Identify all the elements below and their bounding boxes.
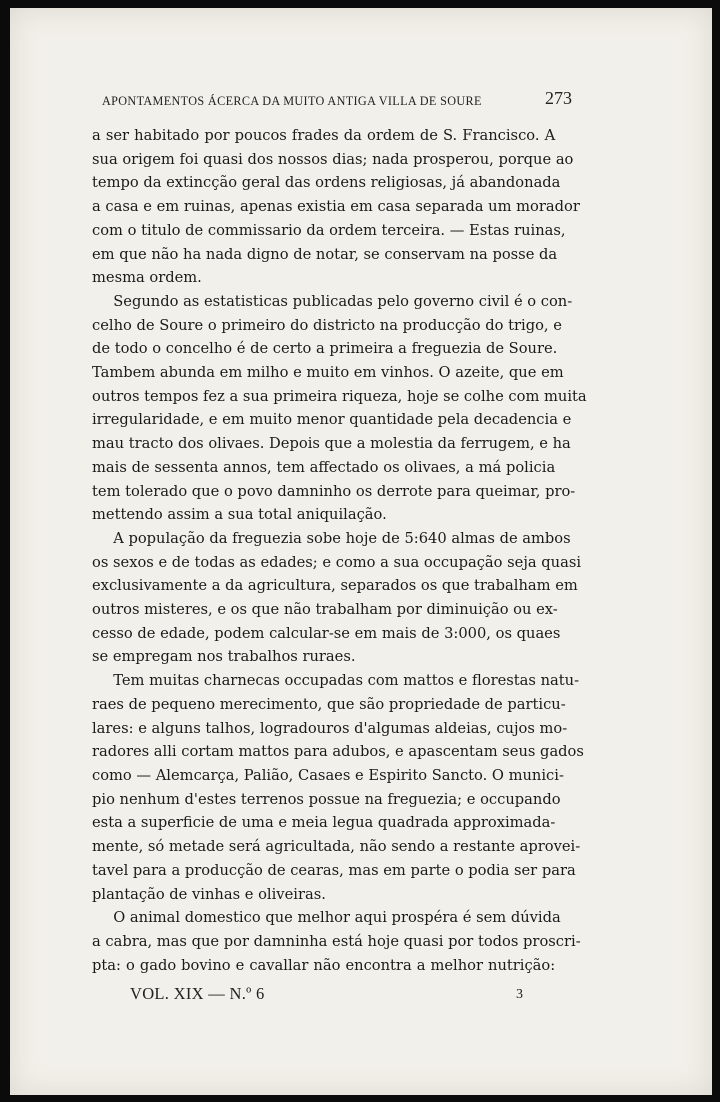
- text-line: a casa e em ruinas, apenas existia em casa separada um morador: [92, 197, 580, 216]
- text-line: mente, só metade será agricultada, não sendo a restante aprovei-: [92, 837, 581, 856]
- text-line: exclusivamente a da agricultura, separados os que trabalham em: [92, 576, 578, 595]
- text-line: celho de Soure o primeiro do districto na producção do trigo, e: [92, 315, 562, 334]
- signature-mark: 3: [516, 987, 523, 1002]
- text-line: de todo o concelho é de certo a primeira a freguezia de Soure.: [92, 339, 558, 358]
- page-number: 273: [545, 88, 572, 108]
- text-line: O animal domestico que melhor aqui prospéra é sem dúvida: [113, 908, 561, 927]
- volume-number: VOL. XIX — N.º 6: [130, 984, 265, 1003]
- text-line: pio nenhum d'estes terrenos possue na freguezia; e occupando: [92, 789, 561, 808]
- text-line: irregularidade, e em muito menor quantidade pela decadencia e: [92, 410, 572, 429]
- paragraph: [92, 290, 587, 527]
- paragraph: [92, 527, 582, 669]
- book-page: [10, 8, 712, 1095]
- text-line: tem tolerado que o povo damninho os derrote para queimar, pro-: [92, 481, 576, 500]
- text-line: a cabra, mas que por damninha está hoje quasi por todos proscri-: [92, 931, 581, 950]
- text-line: a ser habitado por poucos frades da ordem de S. Francisco. A: [92, 126, 556, 144]
- text-line: os sexos e de todas as edades; e como a sua occupação seja quasi: [92, 552, 582, 571]
- text-line: se empregam nos trabalhos ruraes.: [92, 647, 356, 666]
- paragraph: [92, 906, 581, 977]
- text-line: em que não ha nada digno de notar, se conservam na posse da: [92, 244, 558, 263]
- text-line: sua origem foi quasi dos nossos dias; nada prosperou, porque ao: [92, 149, 574, 168]
- paragraph: [92, 669, 584, 906]
- text-line: cesso de edade, podem calcular-se em mais de 3:000, os quaes: [92, 623, 561, 642]
- text-line: esta a superficie de uma e meia legua quadrada approximada-: [92, 813, 556, 832]
- text-line: tavel para a producção de cearas, mas em parte o podia ser para: [92, 860, 576, 879]
- text-line: mettendo assim a sua total aniquilação.: [92, 505, 387, 524]
- text-line: A população da freguezia sobe hoje de 5:640 almas de ambos: [113, 528, 571, 547]
- text-line: como — Alemcarça, Palião, Casaes e Espirito Sancto. O munici-: [92, 765, 564, 784]
- running-head: [102, 88, 572, 112]
- paragraph: [92, 124, 580, 290]
- text-line: tempo da extincção geral das ordens religiosas, já abandonada: [92, 173, 561, 192]
- text-line: mesma ordem.: [92, 268, 202, 287]
- running-title: APONTAMENTOS ÁCERCA DA MUITO ANTIGA VILLA DE SOURE: [102, 94, 482, 108]
- text-line: plantação de vinhas e oliveiras.: [92, 884, 326, 903]
- text-line: outros tempos fez a sua primeira riqueza, hoje se colhe com muita: [92, 386, 587, 405]
- page-footer: [130, 984, 530, 1010]
- text-line: Tem muitas charnecas occupadas com mattos e florestas natu-: [113, 671, 580, 690]
- body-text: [92, 124, 587, 977]
- text-line: Segundo as estatisticas publicadas pelo governo civil é o con-: [113, 291, 573, 310]
- text-line: com o titulo de commissario da ordem terceira. — Estas ruinas,: [92, 220, 566, 239]
- text-line: lares: e alguns talhos, logradouros d'algumas aldeias, cujos mo-: [92, 718, 568, 737]
- text-line: mau tracto dos olivaes. Depois que a molestia da ferrugem, e ha: [92, 434, 571, 453]
- text-line: pta: o gado bovino e cavallar não encontra a melhor nutrição:: [92, 955, 556, 974]
- text-line: radores alli cortam mattos para adubos, e apascentam seus gados: [92, 742, 584, 761]
- text-line: mais de sessenta annos, tem affectado os olivaes, a má policia: [92, 457, 556, 476]
- text-line: Tambem abunda em milho e muito em vinhos. O azeite, que em: [92, 363, 564, 382]
- text-line: outros misteres, e os que não trabalham por diminuição ou ex-: [92, 600, 558, 619]
- text-line: raes de pequeno merecimento, que são propriedade de particu-: [92, 694, 566, 713]
